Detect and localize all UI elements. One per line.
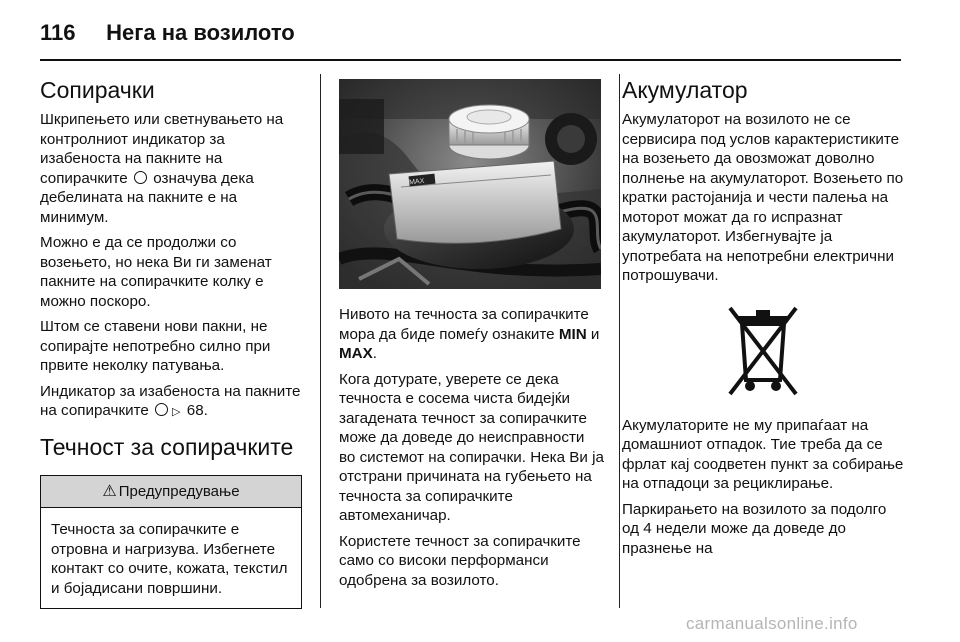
header-rule <box>40 59 901 61</box>
heading-brake-fluid: Течност за сопирачките <box>40 433 294 460</box>
page-number: 116 <box>40 20 76 45</box>
warning-box <box>40 475 302 610</box>
watermark: carmanualsonline.info <box>686 614 858 633</box>
brakes-paragraph-4: Индикатор за изабеноста на пакните на сопирачките ▷ 68. <box>40 382 301 419</box>
column-divider-1 <box>320 74 321 608</box>
max-label: MAX <box>339 345 373 362</box>
brakes-paragraph-2: Можно е да се продолжи со возењето, но нека Ви ги заменат пакните на сопирачките колку е можно поскоро. <box>40 234 272 310</box>
column-brakes <box>40 76 302 609</box>
battery-paragraph-2: Акумулаторите не му припаѓаат на домашниот отпадок. Тие треба да се фрлат кај соодветен пункт за собирање на отпадоци за рециклирање. <box>622 416 904 492</box>
battery-paragraph-3: Паркирањето на возилото за подолго од 4 недели може да доведе до празнење на <box>622 500 887 557</box>
warning-title: Предупредување <box>118 482 240 500</box>
reservoir-max-mark: MAX <box>408 177 425 187</box>
brake-fluid-paragraph-3: Користете течност за сопирачките само со високи перформанси одобрена за возилото. <box>339 532 581 589</box>
brake-pad-indicator-icon <box>155 403 168 416</box>
heading-battery: Акумулатор <box>622 77 748 103</box>
warning-triangle-icon: ⚠ <box>102 482 117 500</box>
battery-paragraph-1: Акумулаторот на возилото не се сервисира под услов карактеристиките на возењето да овозможат доволно полнење на акумулаторот. Возењето по кратки растојанија и чести палења на моторот можат да го испразнат акумулаторот. Избегнувајте ја употребата на непотребни електрични потрошувачи. <box>622 111 904 284</box>
warning-text: Течноста за сопирачките е отровна и нагризува. Избегнете контакт со очите, кожата, текстил и бојадисани површини. <box>51 521 288 597</box>
page-reference[interactable]: 68. <box>186 402 208 419</box>
brakes-paragraph-1: Шкрипењето или светнувањето на контролниот индикатор за изабеноста на пакните на сопирачките означува дека дебелината на пакните е на минимум. <box>40 111 284 226</box>
column-brake-fluid <box>339 76 604 596</box>
page-header <box>40 20 295 50</box>
column-divider-2 <box>619 74 620 608</box>
warning-header <box>41 476 301 509</box>
heading-brakes: Сопирачки <box>40 77 155 103</box>
brake-fluid-paragraph-1: Нивото на течноста за сопирачките мора да биде помеѓу ознаките MIN и MAX. <box>339 306 600 362</box>
column-battery <box>622 76 904 564</box>
min-label: MIN <box>558 325 587 343</box>
brake-fluid-reservoir-photo <box>339 79 601 289</box>
crossed-bin-icon <box>724 300 802 400</box>
section-title: Нега на возилото <box>106 20 295 45</box>
brake-pad-indicator-icon <box>134 171 147 184</box>
brake-fluid-paragraph-2: Кога дотурате, уверете се дека течноста е сосема чиста бидејќи загадената течност за сопирачките може да доведе до неисправности во системот на сопирачки. Нека Ви ја отстрани причината на губењето на течноста за сопирачките автомеханичар. <box>339 370 604 524</box>
brakes-paragraph-3: Штом се ставени нови пакни, не сопирајте непотребно силно при првите неколку патувања. <box>40 318 271 374</box>
page-reference-arrow-icon: ▷ <box>172 406 181 418</box>
